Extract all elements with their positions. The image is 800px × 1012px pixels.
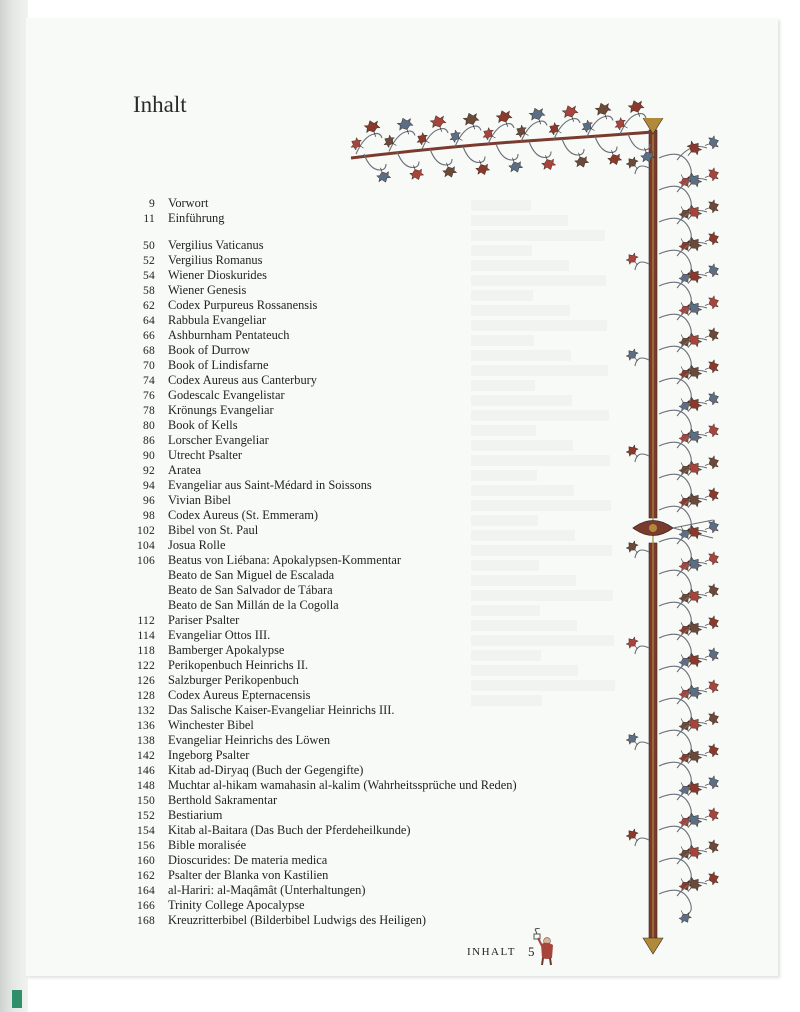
toc-page-number: 68 [143, 344, 155, 357]
ivy-leaf [528, 106, 547, 127]
ivy-leaf [375, 166, 392, 185]
toc-page-number: 136 [137, 719, 155, 732]
toc-title: Winchester Bibel [168, 718, 254, 732]
ivy-leaf [507, 156, 524, 175]
ivy-leaf [703, 391, 721, 407]
ivy-leaf [462, 111, 481, 132]
vine-tendril [659, 154, 691, 180]
toc-title: Dioscurides: De materia medica [168, 853, 328, 867]
vine-tendril [659, 666, 691, 692]
toc-title: Aratea [168, 463, 202, 477]
toc-title: Codex Aureus (St. Emmeram) [168, 508, 319, 522]
vine-tendril [659, 762, 691, 788]
page-number: 5 [527, 944, 535, 959]
vine-tendril [659, 826, 691, 852]
vine-tendril [635, 646, 649, 654]
toc-page-number: 152 [137, 809, 155, 822]
toc-title: Beatus von Liébana: Apokalypsen-Kommentar [168, 553, 401, 567]
toc-title: Psalter der Blanka von Kastilien [168, 868, 329, 882]
toc-page-number: 90 [143, 449, 155, 462]
vine-tendril [635, 838, 649, 846]
vine-tendril [659, 794, 691, 820]
toc-page-number: 122 [137, 659, 155, 672]
ivy-leaf [703, 871, 721, 887]
ivy-leaf [625, 347, 642, 365]
ivy-leaf [627, 98, 646, 119]
toc-page-number: 64 [143, 314, 155, 327]
ivy-leaf [625, 155, 642, 173]
vine-tendril [659, 442, 691, 468]
ivy-leaf [625, 635, 642, 653]
toc-title: Evangeliar aus Saint-Médard in Soissons [168, 478, 372, 492]
vine-tendril [659, 570, 691, 596]
toc-title: Berthold Sakramentar [168, 793, 278, 807]
vine-tendril [430, 149, 452, 165]
vine-tendril [659, 282, 691, 308]
toc-title: Utrecht Psalter [168, 448, 242, 462]
illuminated-vine-border [331, 88, 741, 958]
toc-page-number: 58 [143, 284, 155, 297]
toc-title: Josua Rolle [168, 538, 226, 552]
toc-page-number: 62 [143, 299, 155, 312]
toc-title: Vergilius Vaticanus [168, 238, 264, 252]
toc-page-number: 78 [143, 404, 155, 417]
ivy-leaf [703, 679, 721, 695]
toc-title: Beato de San Salvador de Tábara [168, 583, 333, 597]
toc-title: Vergilius Romanus [168, 253, 263, 267]
toc-page-number: 156 [137, 839, 155, 852]
figure-illustration-icon [531, 928, 557, 966]
toc-page-number: 166 [137, 899, 155, 912]
ivy-leaf [703, 711, 721, 727]
toc-page-number: 70 [143, 359, 155, 372]
toc-title: Codex Purpureus Rossanensis [168, 298, 318, 312]
ivy-leaf [573, 151, 590, 170]
ivy-leaf [676, 908, 692, 925]
toc-title: Beato de San Millán de la Cogolla [168, 598, 339, 612]
ivy-leaf [561, 103, 580, 124]
toc-title: Bestiarium [168, 808, 223, 822]
toc-page-number: 160 [137, 854, 155, 867]
ivy-leaf [703, 839, 721, 855]
toc-title: Beato de San Miguel de Escalada [168, 568, 335, 582]
toc-title: Pariser Psalter [168, 613, 240, 627]
ivy-leaf [703, 775, 721, 791]
toc-page-number: 138 [137, 734, 155, 747]
toc-title: al-Hariri: al-Maqâmât (Unterhaltungen) [168, 883, 366, 897]
toc-title: Trinity College Apocalypse [168, 898, 305, 912]
ivy-leaf [703, 455, 721, 471]
book-page [26, 18, 778, 976]
toc-page-number: 94 [143, 479, 155, 492]
vine-tendril [659, 538, 691, 564]
ivy-leaf [703, 263, 721, 279]
toc-page-number: 114 [137, 629, 155, 642]
toc-title: Book of Kells [168, 418, 238, 432]
ivy-leaf [683, 139, 704, 160]
ivy-leaf [495, 108, 514, 129]
ivy-leaf [408, 163, 425, 182]
ivy-leaf [625, 539, 642, 557]
toc-page-number: 9 [149, 197, 155, 210]
toc-title: Lorscher Evangeliar [168, 433, 269, 447]
vine-tendril [659, 314, 691, 340]
page-footer [467, 944, 534, 960]
ivy-leaf [703, 167, 721, 183]
toc-page-number: 66 [143, 329, 155, 342]
vine-tendril [659, 218, 691, 244]
book-spine-edge [0, 0, 28, 1012]
ivy-leaf [703, 423, 721, 439]
vine-tendril [659, 378, 691, 404]
bottom-finial [643, 938, 663, 954]
toc-page-number: 146 [137, 764, 155, 777]
ivy-leaf [703, 327, 721, 343]
toc-page-number: 102 [137, 524, 155, 537]
toc-page-number: 80 [143, 419, 155, 432]
ivy-leaf [703, 135, 721, 151]
ivy-leaf [606, 148, 623, 167]
toc-title: Godescalc Evangelistar [168, 388, 285, 402]
toc-title: Wiener Genesis [168, 283, 247, 297]
ivy-leaf [363, 118, 382, 139]
vine-tendril [659, 250, 691, 276]
ivy-leaf [540, 153, 557, 172]
toc-page-number: 118 [137, 644, 155, 657]
vine-tendril [397, 152, 419, 168]
ivy-leaf [703, 615, 721, 631]
vine-tendril [529, 142, 551, 158]
toc-title: Bamberger Apokalypse [168, 643, 285, 657]
toc-page-number: 74 [143, 374, 155, 387]
page-title: Inhalt [133, 92, 187, 117]
toc-page-number: 154 [137, 824, 155, 837]
toc-title: Ashburnham Pentateuch [168, 328, 290, 342]
vine-tendril [659, 186, 691, 212]
toc-page-number: 50 [143, 239, 155, 252]
toc-title: Rabbula Evangeliar [168, 313, 267, 327]
toc-title: Evangeliar Ottos III. [168, 628, 271, 642]
ivy-leaf [625, 731, 642, 749]
ivy-leaf [703, 647, 721, 663]
toc-page-number: 150 [137, 794, 155, 807]
toc-title: Salzburger Perikopenbuch [168, 673, 299, 687]
toc-title: Einführung [168, 211, 225, 225]
vine-tendril [562, 139, 584, 155]
vine-tendril [659, 474, 691, 500]
toc-page-number: 52 [143, 254, 155, 267]
ivy-leaf [625, 443, 642, 461]
vine-tendril [496, 144, 518, 160]
toc-page-number: 54 [143, 269, 155, 282]
ivy-leaf [703, 359, 721, 375]
ivy-leaf [441, 161, 458, 180]
toc-page-number: 162 [137, 869, 155, 882]
toc-page-number: 164 [137, 884, 155, 897]
vine-tendril [635, 262, 649, 270]
running-head: INHALT [467, 946, 516, 958]
ivy-leaf [594, 101, 613, 122]
toc-title: Book of Durrow [168, 343, 250, 357]
toc-page-number: 128 [137, 689, 155, 702]
toc-page-number: 142 [137, 749, 155, 762]
vine-tendril [659, 634, 691, 660]
toc-title: Evangeliar Heinrichs des Löwen [168, 733, 331, 747]
toc-title: Bibel von St. Paul [168, 523, 259, 537]
toc-title: Vivian Bibel [168, 493, 231, 507]
toc-title: Codex Aureus Epternacensis [168, 688, 311, 702]
toc-title: Muchtar al-hikam wamahasin al-kalim (Wahrheitssprüche und Reden) [168, 778, 517, 792]
vine-tendril [635, 166, 649, 174]
vine-tendril [659, 858, 691, 884]
vine-tendril [463, 147, 485, 163]
toc-page-number: 76 [143, 389, 155, 402]
vine-tendril [659, 730, 691, 756]
toc-title: Ingeborg Psalter [168, 748, 250, 762]
vine-tendril [635, 742, 649, 750]
vine-tendril [628, 134, 650, 150]
toc-title: Kreuzritterbibel (Bilderbibel Ludwigs des Heiligen) [168, 913, 427, 927]
vine-tendril [595, 137, 617, 153]
ivy-leaf [396, 116, 415, 137]
ivy-leaf [703, 487, 721, 503]
ivy-leaf [703, 551, 721, 567]
ivy-leaf [703, 743, 721, 759]
ivy-leaf [703, 807, 721, 823]
ivy-leaf [625, 827, 642, 845]
toc-page-number: 11 [143, 212, 155, 225]
toc-page-number: 132 [137, 704, 155, 717]
toc-page-number: 98 [143, 509, 155, 522]
toc-title: Book of Lindisfarne [168, 358, 269, 372]
toc-page-number: 106 [137, 554, 155, 567]
vine-tendril [659, 698, 691, 724]
vine-tendril [659, 346, 691, 372]
toc-page-number: 112 [137, 614, 155, 627]
knot-boss [649, 524, 657, 532]
toc-page-number: 126 [137, 674, 155, 687]
ivy-leaf [703, 231, 721, 247]
vine-tendril [659, 410, 691, 436]
toc-title: Wiener Dioskurides [168, 268, 267, 282]
toc-title: Kitab ad-Diryaq (Buch der Gegengifte) [168, 763, 364, 777]
vine-tendril [659, 602, 691, 628]
ivy-leaf [703, 295, 721, 311]
ivy-leaf [625, 251, 642, 269]
toc-title: Vorwort [168, 196, 209, 210]
toc-title: Krönungs Evangeliar [168, 403, 274, 417]
toc-title: Kitab al-Baitara (Das Buch der Pferdeheilkunde) [168, 823, 411, 837]
vine-tendril [635, 550, 649, 558]
toc-page-number: 168 [137, 914, 155, 927]
toc-title: Bible moralisée [168, 838, 247, 852]
toc-page-number: 96 [143, 494, 155, 507]
bookmark-ribbon [12, 990, 22, 1008]
toc-page-number: 86 [143, 434, 155, 447]
ivy-leaf [474, 158, 491, 177]
toc-page-number: 148 [137, 779, 155, 792]
toc-title: Codex Aureus aus Canterbury [168, 373, 318, 387]
ivy-leaf [703, 199, 721, 215]
toc-page-number: 92 [143, 464, 155, 477]
toc-title: Das Salische Kaiser-Evangeliar Heinrichs III. [168, 703, 395, 717]
toc-title: Perikopenbuch Heinrichs II. [168, 658, 309, 672]
ivy-leaf [429, 113, 448, 134]
vine-tendril [635, 358, 649, 366]
vine-tendril [659, 890, 691, 916]
toc-page-number: 104 [137, 539, 155, 552]
vine-tendril [635, 454, 649, 462]
ivy-leaf [703, 583, 721, 599]
